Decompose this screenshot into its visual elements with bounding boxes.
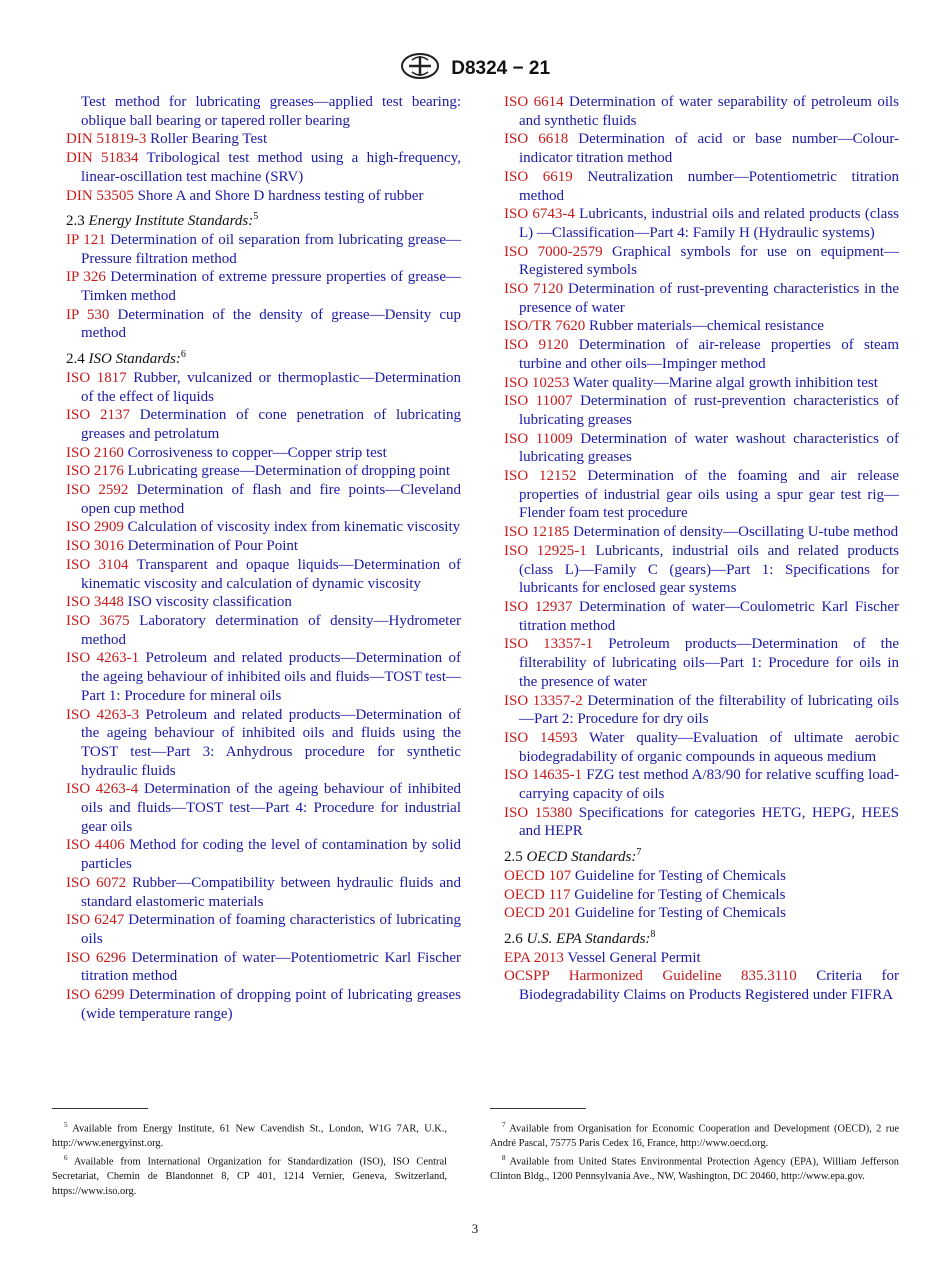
reference-title[interactable]: Method for coding the level of contamination by solid particles: [81, 837, 461, 873]
reference-entry[interactable]: [66, 369, 461, 406]
reference-code[interactable]: ISO 14593: [504, 729, 578, 746]
reference-code[interactable]: ISO 2137: [66, 407, 130, 424]
reference-title[interactable]: Graphical symbols for use on equipment—Registered symbols: [519, 243, 899, 279]
reference-title[interactable]: Determination of water—Coulometric Karl Fischer titration method: [519, 598, 899, 634]
reference-entry[interactable]: [66, 462, 461, 481]
reference-title[interactable]: Determination of extreme pressure properties of grease—Timken method: [81, 269, 462, 305]
din-list: [66, 130, 461, 205]
reference-code[interactable]: ISO 3448: [66, 594, 124, 611]
reference-title[interactable]: FZG test method A/83/90 for relative scuffing load-carrying capacity of oils: [519, 767, 899, 803]
reference-code[interactable]: ISO 4406: [66, 837, 125, 854]
reference-code[interactable]: ISO 2160: [66, 444, 124, 461]
footnotes-left: [52, 1118, 447, 1199]
iso-list-right: [504, 93, 899, 841]
reference-entry[interactable]: [66, 612, 461, 649]
reference-title[interactable]: Determination of the density of grease—Density cup method: [81, 306, 461, 342]
reference-title[interactable]: Determination of rust-preventing characteristics in the presence of water: [519, 281, 899, 316]
reference-title[interactable]: ISO viscosity classification: [123, 594, 292, 611]
footnote-text: Available from United States Environmental Protection Agency (EPA), William Jefferson Clinton Bldg., 1200 Pennsylvania Ave., NW, Washington, DC 20460, http://www.epa.gov.: [490, 1156, 899, 1183]
footnote-rule-right: [490, 1108, 586, 1109]
reference-title[interactable]: Roller Bearing Test: [146, 131, 268, 148]
reference-entry[interactable]: [504, 130, 899, 167]
reference-code[interactable]: IP 326: [66, 269, 106, 286]
reference-title[interactable]: Vessel General Permit: [563, 949, 701, 966]
reference-entry[interactable]: [66, 231, 461, 268]
reference-entry[interactable]: [504, 336, 899, 373]
reference-code[interactable]: ISO 9120: [504, 337, 569, 354]
reference-entry[interactable]: [66, 306, 461, 343]
reference-title[interactable]: Determination of Pour Point: [123, 538, 299, 555]
reference-title[interactable]: Lubricants, industrial oils and related products (class L) —Classification—Part 4: Family H (Hydraulic systems): [519, 206, 900, 241]
reference-entry[interactable]: [66, 706, 461, 781]
reference-title[interactable]: Corrosiveness to copper—Copper strip test: [123, 444, 387, 461]
reference-title[interactable]: Lubricants, industrial oils and related products (class L)—Family C (gears)—Part 1: Specifications for lubricants for enclosed gear systems: [519, 542, 899, 597]
document-id: D8324 − 21: [451, 58, 551, 79]
reference-code[interactable]: ISO 12185: [504, 524, 570, 541]
reference-title[interactable]: Determination of cone penetration of lubricating greases and petrolatum: [81, 407, 461, 442]
reference-code[interactable]: ISO 6072: [66, 874, 127, 891]
reference-code[interactable]: DIN 53505: [66, 187, 134, 204]
reference-title[interactable]: Determination of oil separation from lubricating grease—Pressure filtration method: [81, 231, 462, 267]
reference-entry[interactable]: [504, 205, 899, 242]
reference-entry[interactable]: [504, 523, 899, 542]
reference-entry[interactable]: [504, 374, 899, 393]
reference-entry[interactable]: [504, 542, 899, 598]
reference-title[interactable]: Neutralization number—Potentiometric titration method: [519, 168, 900, 204]
reference-entry[interactable]: [504, 949, 899, 968]
footnote-text: Available from Energy Institute, 61 New Cavendish St., London, W1G 7AR, U.K., http://www.energyinst.org.: [52, 1123, 447, 1149]
astm-logo-icon: [400, 52, 440, 86]
reference-title[interactable]: Determination of the foaming and air release properties of industrial gear oils using a spur gear test rig—Flender foam test procedure: [519, 468, 899, 522]
reference-code[interactable]: ISO 15380: [504, 804, 573, 821]
reference-code[interactable]: IP 530: [66, 306, 110, 323]
reference-code[interactable]: DIN 51819-3: [66, 131, 147, 148]
reference-title[interactable]: Determination of the filterability of lubricating oils—Part 2: Procedure for dry oils: [519, 692, 899, 728]
reference-code[interactable]: ISO 14635-1: [504, 767, 583, 784]
reference-entry[interactable]: [504, 635, 899, 691]
iso-list-left: [66, 369, 461, 1024]
reference-entry[interactable]: [66, 593, 461, 612]
footnote-text: Available from International Organization for Standardization (ISO), ISO Central Secretariat, Chemin de Blandonnet 8, CP 401, 1214 Vernier, Geneva, Switzerland, https://www.iso.org.: [52, 1156, 447, 1197]
reference-code[interactable]: ISO 13357-1: [504, 636, 594, 653]
reference-code[interactable]: ISO 7000-2579: [504, 243, 603, 260]
ip-list: [66, 231, 461, 343]
footnote-number: 6: [64, 1154, 68, 1163]
reference-title[interactable]: Guideline for Testing of Chemicals: [570, 886, 786, 903]
reference-entry[interactable]: [66, 874, 461, 911]
reference-title[interactable]: Petroleum and related products—Determination of the ageing behaviour of inhibited oils and fluids—TOST test—Part 1: Procedure for mineral oils: [81, 650, 461, 704]
reference-code[interactable]: ISO 2909: [66, 519, 124, 536]
right-column: [504, 93, 899, 1005]
reference-entry[interactable]: [504, 904, 899, 923]
reference-entry[interactable]: [504, 766, 899, 803]
reference-entry[interactable]: [504, 967, 899, 1004]
reference-entry[interactable]: [504, 467, 899, 523]
reference-code[interactable]: ISO 6247: [66, 912, 125, 929]
left-column: [66, 93, 461, 1023]
reference-title[interactable]: Calculation of viscosity index from kinematic viscosity: [123, 519, 461, 536]
continued-entry: Test method for lubricating greases—applied test bearing: oblique ball bearing or tapered roller bearing: [81, 94, 461, 129]
reference-entry[interactable]: [504, 729, 899, 766]
reference-code[interactable]: ISO 6296: [66, 949, 126, 966]
reference-entry[interactable]: [66, 911, 461, 948]
reference-code[interactable]: ISO 11009: [504, 430, 573, 447]
reference-code[interactable]: ISO 10253: [504, 374, 570, 391]
epa-list: [504, 949, 899, 1005]
reference-code[interactable]: ISO 7120: [504, 281, 564, 298]
reference-code[interactable]: ISO/TR 7620: [504, 318, 586, 335]
reference-code[interactable]: ISO 12152: [504, 468, 577, 485]
reference-title[interactable]: Specifications for categories HETG, HEPG, HEES and HEPR: [519, 804, 899, 840]
reference-entry[interactable]: [66, 836, 461, 873]
reference-entry[interactable]: [66, 556, 461, 593]
reference-entry[interactable]: [66, 187, 461, 206]
reference-code[interactable]: OCSPP Harmonized Guideline 835.3110: [504, 968, 797, 985]
section-2-4-heading: 2.4 ISO Standards:$^6$: [66, 349, 186, 368]
reference-entry[interactable]: [66, 130, 461, 149]
reference-code[interactable]: OECD 117: [504, 886, 571, 903]
reference-title[interactable]: Criteria for Biodegradability Claims on Products Registered under FIFRA: [519, 968, 899, 1004]
reference-title[interactable]: Determination of air-release properties of steam turbine and other oils—Impinger method: [519, 337, 899, 372]
section-2-6-heading: 2.6 U.S. EPA Standards:$^8$: [504, 928, 656, 947]
footnote-text: Available from Organisation for Economic Cooperation and Development (OECD), 2 rue André Pascal, 75775 Paris Cedex 16, France, http://www.oecd.org.: [490, 1123, 899, 1149]
page-number: 3: [471, 1221, 479, 1236]
reference-code[interactable]: ISO 12937: [504, 598, 573, 615]
reference-code[interactable]: ISO 6743-4: [504, 206, 575, 223]
reference-code[interactable]: DIN 51834: [66, 150, 139, 167]
reference-code[interactable]: ISO 4263-4: [66, 781, 139, 798]
reference-title[interactable]: Lubricating grease—Determination of dropping point: [123, 463, 451, 480]
reference-title[interactable]: Tribological test method using a high-frequency, linear-oscillation test machine (SRV): [81, 150, 461, 185]
reference-entry[interactable]: [66, 444, 461, 463]
reference-title[interactable]: Laboratory determination of density—Hydrometer method: [81, 612, 461, 648]
reference-code[interactable]: ISO 2592: [66, 482, 129, 499]
reference-title[interactable]: Transparent and opaque liquids—Determination of kinematic viscosity and calculation of dynamic viscosity: [81, 556, 462, 592]
reference-title[interactable]: Guideline for Testing of Chemicals: [571, 905, 786, 922]
reference-code[interactable]: ISO 3675: [66, 612, 130, 629]
reference-entry[interactable]: [504, 317, 899, 336]
reference-title[interactable]: Rubber—Compatibility between hydraulic fluids and standard elastomeric materials: [81, 874, 462, 910]
footnote-number: 8: [502, 1154, 506, 1163]
reference-code[interactable]: ISO 6619: [504, 168, 573, 185]
reference-entry[interactable]: [66, 149, 461, 186]
reference-title[interactable]: Water quality—Evaluation of ultimate aerobic biodegradability of organic compounds in aqueous medium: [519, 729, 900, 765]
reference-title[interactable]: Shore A and Shore D hardness testing of rubber: [133, 187, 424, 204]
reference-code[interactable]: IP 121: [66, 231, 106, 248]
reference-code[interactable]: ISO 6618: [504, 131, 569, 148]
reference-code[interactable]: ISO 6614: [504, 94, 564, 110]
footnotes-right: [490, 1118, 899, 1185]
reference-entry[interactable]: [504, 886, 899, 905]
footnote: [490, 1118, 899, 1151]
reference-title[interactable]: Guideline for Testing of Chemicals: [571, 867, 786, 884]
reference-title[interactable]: Petroleum and related products—Determination of the ageing behaviour of inhibited oils and fluids using the TOST test—Part 3: Anhydrous procedure for synthetic hydraulic fluids: [81, 706, 461, 779]
reference-code[interactable]: ISO 6299: [66, 987, 125, 1004]
reference-title[interactable]: Determination of the ageing behaviour of inhibited oils and fluids—TOST test—Part 4: Procedure for industrial gear oils: [81, 781, 461, 835]
reference-code[interactable]: EPA 2013: [504, 949, 564, 966]
reference-entry[interactable]: [66, 268, 461, 305]
reference-entry[interactable]: [504, 598, 899, 635]
reference-code[interactable]: OECD 107: [504, 867, 572, 884]
oecd-list: [504, 867, 899, 923]
reference-entry[interactable]: [66, 518, 461, 537]
reference-title[interactable]: Determination of dropping point of lubricating greases (wide temperature range): [81, 987, 462, 1022]
reference-entry[interactable]: [66, 780, 461, 836]
reference-code[interactable]: OECD 201: [504, 905, 572, 922]
reference-entry[interactable]: [504, 392, 899, 429]
reference-entry[interactable]: [504, 804, 899, 841]
reference-entry[interactable]: [66, 649, 461, 705]
reference-title[interactable]: Determination of density—Oscillating U-tube method: [569, 524, 899, 541]
reference-entry[interactable]: [504, 430, 899, 467]
reference-title[interactable]: Determination of foaming characteristics of lubricating oils: [81, 912, 461, 947]
footnote: [490, 1151, 899, 1184]
reference-entry[interactable]: [504, 867, 899, 886]
reference-entry[interactable]: [504, 243, 899, 280]
reference-code[interactable]: ISO 3104: [66, 556, 129, 573]
reference-code[interactable]: ISO 4263-3: [66, 706, 140, 723]
footnote-rule-left: [52, 1108, 148, 1109]
reference-code[interactable]: ISO 12925-1: [504, 542, 587, 559]
reference-title[interactable]: Rubber materials—chemical resistance: [585, 318, 824, 335]
reference-entry[interactable]: [66, 949, 461, 986]
footnote-number: 7: [502, 1121, 506, 1129]
reference-entry[interactable]: [66, 986, 461, 1023]
reference-entry[interactable]: [504, 93, 899, 130]
reference-title[interactable]: Petroleum products—Determination of the filterability of lubricating oils—Part 1: Procedure for oils in the presence of water: [519, 636, 899, 690]
reference-code[interactable]: ISO 11007: [504, 393, 573, 410]
reference-code[interactable]: ISO 3016: [66, 538, 124, 555]
section-2-5-heading: 2.5 OECD Standards:$^7$: [504, 847, 642, 866]
reference-title[interactable]: Water quality—Marine algal growth inhibition test: [569, 374, 878, 391]
page-header: [0, 52, 950, 86]
reference-code[interactable]: ISO 2176: [66, 463, 124, 480]
reference-entry[interactable]: [504, 692, 899, 729]
reference-title[interactable]: Determination of water—Potentiometric Karl Fischer titration method: [81, 949, 462, 985]
reference-title[interactable]: Rubber, vulcanized or thermoplastic—Determination of the effect of liquids: [81, 369, 461, 405]
footnote-number: 5: [64, 1121, 68, 1129]
reference-title[interactable]: Determination of rust-prevention characteristics of lubricating greases: [519, 393, 899, 428]
reference-title[interactable]: Determination of water washout characteristics of lubricating greases: [519, 430, 899, 466]
section-2-3-heading: 2.3 Energy Institute Standards:$^5$: [66, 211, 259, 230]
footnote: [52, 1118, 447, 1151]
reference-entry[interactable]: [66, 537, 461, 556]
reference-entry[interactable]: [66, 406, 461, 443]
reference-entry[interactable]: [66, 481, 461, 518]
reference-code[interactable]: ISO 13357-2: [504, 692, 583, 709]
footnote: [52, 1151, 447, 1199]
reference-entry[interactable]: [504, 280, 899, 317]
reference-title[interactable]: Determination of water separability of petroleum oils and synthetic fluids: [519, 94, 900, 129]
reference-code[interactable]: ISO 4263-1: [66, 650, 140, 667]
reference-entry[interactable]: [504, 168, 899, 205]
reference-title[interactable]: Determination of flash and fire points—Cleveland open cup method: [81, 482, 462, 517]
reference-title[interactable]: Determination of acid or base number—Colour-indicator titration method: [519, 131, 900, 167]
reference-code[interactable]: ISO 1817: [66, 369, 127, 386]
